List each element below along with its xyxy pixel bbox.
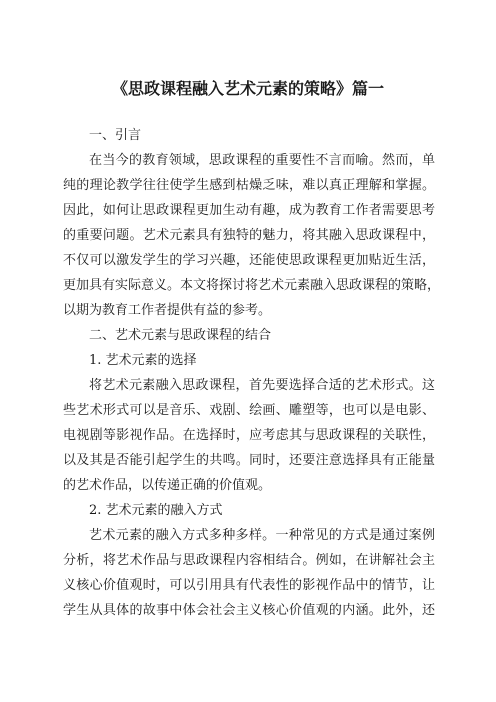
body-line: 的艺术作品，以传递正确的价值观。 — [63, 478, 272, 493]
document-body — [63, 123, 441, 623]
body-line: 一、引言 — [89, 128, 142, 143]
body-line: 以期为教育工作者提供有益的参考。 — [63, 303, 272, 318]
body-line: 电视剧等影视作品。在选择时，应考虑其与思政课程的关联性， — [63, 428, 435, 443]
body-line: 分析，将艺术作品与思政课程内容相结合。例如，在讲解社会主 — [63, 553, 435, 568]
body-line: 2. 艺术元素的融入方式 — [89, 503, 223, 518]
body-line: 些艺术形式可以是音乐、戏剧、绘画、雕塑等，也可以是电影、 — [63, 403, 435, 418]
document-title: 《思政课程融入艺术元素的策略》篇一 — [111, 79, 384, 98]
body-line: 因此，如何让思政课程更加生动有趣，成为教育工作者需要思考 — [63, 203, 435, 218]
body-line: 二、艺术元素与思政课程的结合 — [89, 328, 272, 343]
body-line: 不仅可以激发学生的学习兴趣，还能使思政课程更加贴近生活， — [63, 253, 435, 268]
body-line: 纯的理论教学往往使学生感到枯燥乏味，难以真正理解和掌握。 — [63, 178, 435, 193]
body-line: 1. 艺术元素的选择 — [89, 353, 197, 368]
body-line: 艺术元素的融入方式多种多样。一种常见的方式是通过案例 — [89, 528, 435, 543]
body-line: 的重要问题。艺术元素具有独特的魅力，将其融入思政课程中， — [63, 228, 435, 243]
body-line: 将艺术元素融入思政课程，首先要选择合适的艺术形式。这 — [89, 378, 435, 393]
body-line: 义核心价值观时，可以引用具有代表性的影视作品中的情节，让 — [63, 578, 435, 593]
body-line: 学生从具体的故事中体会社会主义核心价值观的内涵。此外，还 — [63, 603, 435, 618]
body-line: 更加具有实际意义。本文将探讨将艺术元素融入思政课程的策略， — [63, 278, 441, 293]
body-line: 以及其是否能引起学生的共鸣。同时，还要注意选择具有正能量 — [63, 453, 435, 468]
body-line: 在当今的教育领域，思政课程的重要性不言而喻。然而，单 — [89, 153, 435, 168]
